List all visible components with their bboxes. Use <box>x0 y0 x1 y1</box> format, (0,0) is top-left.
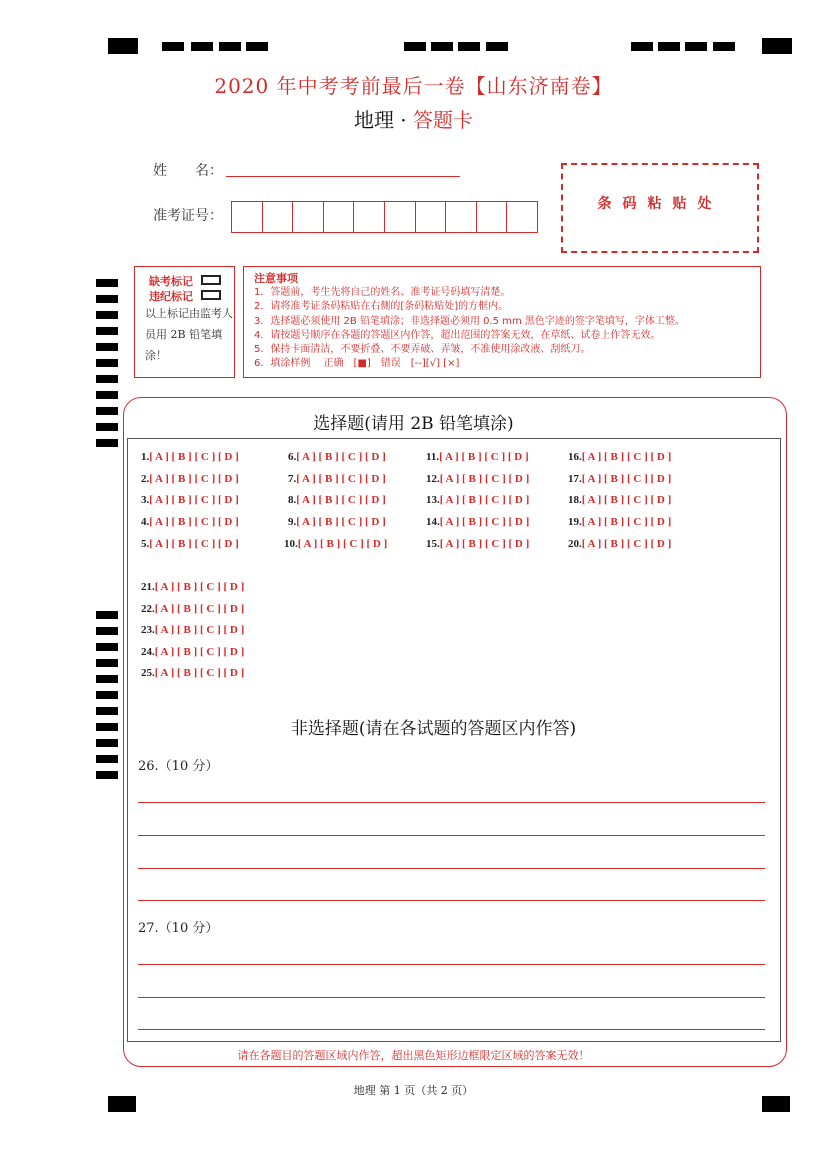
timing-mark <box>96 279 118 287</box>
choice-question[interactable]: 1.[ A ] [ B ] [ C ] [ D ] <box>141 451 239 463</box>
answer-area-border <box>127 438 781 1042</box>
choice-section-title: 选择题(请用 2B 铅笔填涂) <box>313 414 514 434</box>
timing-mark <box>404 42 426 51</box>
timing-mark <box>96 611 118 619</box>
page-number: 地理 第 1 页（共 2 页） <box>353 1084 474 1097</box>
absent-mark-label: 缺考标记 <box>149 275 193 288</box>
choice-question[interactable]: 20.[ A ] [ B ] [ C ] [ D ] <box>568 538 672 550</box>
answer-line[interactable] <box>138 868 765 869</box>
id-digit-cell[interactable] <box>477 202 508 232</box>
timing-mark <box>191 42 213 51</box>
name-label: 姓 名： <box>153 163 223 179</box>
choice-question[interactable]: 23.[ A ] [ B ] [ C ] [ D ] <box>141 624 245 636</box>
timing-mark <box>713 42 735 51</box>
timing-mark <box>96 627 118 635</box>
violation-mark-label: 违纪标记 <box>149 290 193 303</box>
id-digit-cell[interactable] <box>324 202 355 232</box>
violation-mark-box[interactable] <box>201 290 221 300</box>
notice-item: 3．选择题必须使用 2B 铅笔填涂；非选择题必须用 0.5 mm 黑色字迹的签字笔填写，字体工整。 <box>254 315 685 327</box>
timing-mark <box>762 1096 790 1112</box>
notice-item: 5．保持卡面清洁，不要折叠、不要弄破、弄皱，不准使用涂改液、刮纸刀。 <box>254 344 591 356</box>
answer-line[interactable] <box>138 997 765 998</box>
timing-mark <box>96 295 118 303</box>
nonchoice-section-title: 非选择题(请在各试题的答题区内作答) <box>290 719 577 739</box>
barcode-area <box>561 163 759 253</box>
notice-item: 2．请将准考证条码粘贴在右侧的[条码粘贴处]的方框内。 <box>254 301 509 313</box>
choice-question[interactable]: 2.[ A ] [ B ] [ C ] [ D ] <box>141 473 239 485</box>
id-digit-cell[interactable] <box>354 202 385 232</box>
notice-item: 1．答题前，考生先将自己的姓名、准考证号码填写清楚。 <box>254 287 511 299</box>
answer-area-warning: 请在各题目的答题区域内作答，超出黑色矩形边框限定区域的答案无效！ <box>237 1049 590 1062</box>
barcode-label: 条码粘贴处 <box>597 196 723 212</box>
choice-question[interactable]: 25.[ A ] [ B ] [ C ] [ D ] <box>141 667 245 679</box>
choice-question[interactable]: 3.[ A ] [ B ] [ C ] [ D ] <box>141 494 239 506</box>
notice-heading: 注意事项 <box>254 272 298 285</box>
timing-mark <box>96 359 118 367</box>
timing-mark <box>96 343 118 351</box>
timing-mark <box>162 42 184 51</box>
choice-question[interactable]: 8.[ A ] [ B ] [ C ] [ D ] <box>288 494 386 506</box>
id-number-grid[interactable] <box>231 201 538 233</box>
id-digit-cell[interactable] <box>416 202 447 232</box>
notice-item: 4．请按题号顺序在各题的答题区内作答，超出范围的答案无效，在草纸、试卷上作答无效。 <box>254 329 661 341</box>
timing-mark <box>96 391 118 399</box>
choice-question[interactable]: 21.[ A ] [ B ] [ C ] [ D ] <box>141 581 245 593</box>
choice-question[interactable]: 16.[ A ] [ B ] [ C ] [ D ] <box>568 451 672 463</box>
choice-question[interactable]: 19.[ A ] [ B ] [ C ] [ D ] <box>568 516 672 528</box>
id-digit-cell[interactable] <box>446 202 477 232</box>
id-digit-cell[interactable] <box>507 202 537 232</box>
id-digit-cell[interactable] <box>293 202 324 232</box>
choice-question[interactable]: 7.[ A ] [ B ] [ C ] [ D ] <box>288 473 386 485</box>
id-digit-cell[interactable] <box>385 202 416 232</box>
timing-mark <box>96 643 118 651</box>
timing-mark <box>658 42 680 51</box>
answer-line[interactable] <box>138 964 765 965</box>
name-field[interactable] <box>226 176 460 177</box>
card-label: 答题卡 <box>413 108 474 132</box>
notice-box <box>243 266 761 378</box>
question-26-label: 26.（10 分） <box>138 759 219 774</box>
timing-mark <box>96 375 118 383</box>
timing-mark <box>685 42 707 51</box>
timing-mark <box>96 771 118 779</box>
timing-mark <box>96 311 118 319</box>
choice-question[interactable]: 10.[ A ] [ B ] [ C ] [ D ] <box>284 538 388 550</box>
timing-mark <box>96 439 118 447</box>
choice-question[interactable]: 22.[ A ] [ B ] [ C ] [ D ] <box>141 603 245 615</box>
notice-item: 6．填涂样例 正确 [■] 错误 [--][√] [×] <box>254 358 460 370</box>
choice-question[interactable]: 12.[ A ] [ B ] [ C ] [ D ] <box>426 473 530 485</box>
choice-question[interactable]: 14.[ A ] [ B ] [ C ] [ D ] <box>426 516 530 528</box>
answer-line[interactable] <box>138 802 765 803</box>
mark-box <box>134 266 235 378</box>
choice-question[interactable]: 18.[ A ] [ B ] [ C ] [ D ] <box>568 494 672 506</box>
timing-mark <box>96 739 118 747</box>
subject-title <box>0 104 827 133</box>
choice-question[interactable]: 24.[ A ] [ B ] [ C ] [ D ] <box>141 646 245 658</box>
timing-mark <box>108 38 138 54</box>
timing-mark <box>108 1096 136 1112</box>
choice-question[interactable]: 15.[ A ] [ B ] [ C ] [ D ] <box>426 538 530 550</box>
timing-mark <box>762 38 792 54</box>
timing-mark <box>631 42 653 51</box>
choice-question[interactable]: 11.[ A ] [ B ] [ C ] [ D ] <box>426 451 529 463</box>
timing-mark <box>246 42 268 51</box>
choice-question[interactable]: 13.[ A ] [ B ] [ C ] [ D ] <box>426 494 530 506</box>
id-label: 准考证号： <box>153 208 223 224</box>
timing-mark <box>96 659 118 667</box>
absent-mark-box[interactable] <box>201 275 221 285</box>
timing-mark <box>96 675 118 683</box>
exam-title: 2020 年中考考前最后一卷【山东济南卷】 <box>214 74 613 98</box>
timing-mark <box>219 42 241 51</box>
choice-question[interactable]: 17.[ A ] [ B ] [ C ] [ D ] <box>568 473 672 485</box>
id-digit-cell[interactable] <box>232 202 263 232</box>
mark-note: 以上标记由监考人员用 2B 铅笔填涂！ <box>145 307 233 362</box>
choice-question[interactable]: 4.[ A ] [ B ] [ C ] [ D ] <box>141 516 239 528</box>
answer-line[interactable] <box>138 835 765 836</box>
timing-mark <box>486 42 508 51</box>
timing-mark <box>431 42 453 51</box>
choice-question[interactable]: 9.[ A ] [ B ] [ C ] [ D ] <box>288 516 386 528</box>
question-27-label: 27.（10 分） <box>138 921 219 936</box>
answer-line[interactable] <box>138 1029 765 1030</box>
choice-question[interactable]: 5.[ A ] [ B ] [ C ] [ D ] <box>141 538 239 550</box>
timing-mark <box>458 42 480 51</box>
subject-name: 地理 · <box>353 108 407 132</box>
id-digit-cell[interactable] <box>263 202 294 232</box>
timing-mark <box>96 327 118 335</box>
timing-mark <box>96 755 118 763</box>
timing-mark <box>96 691 118 699</box>
choice-question[interactable]: 6.[ A ] [ B ] [ C ] [ D ] <box>288 451 386 463</box>
answer-line[interactable] <box>138 900 765 901</box>
